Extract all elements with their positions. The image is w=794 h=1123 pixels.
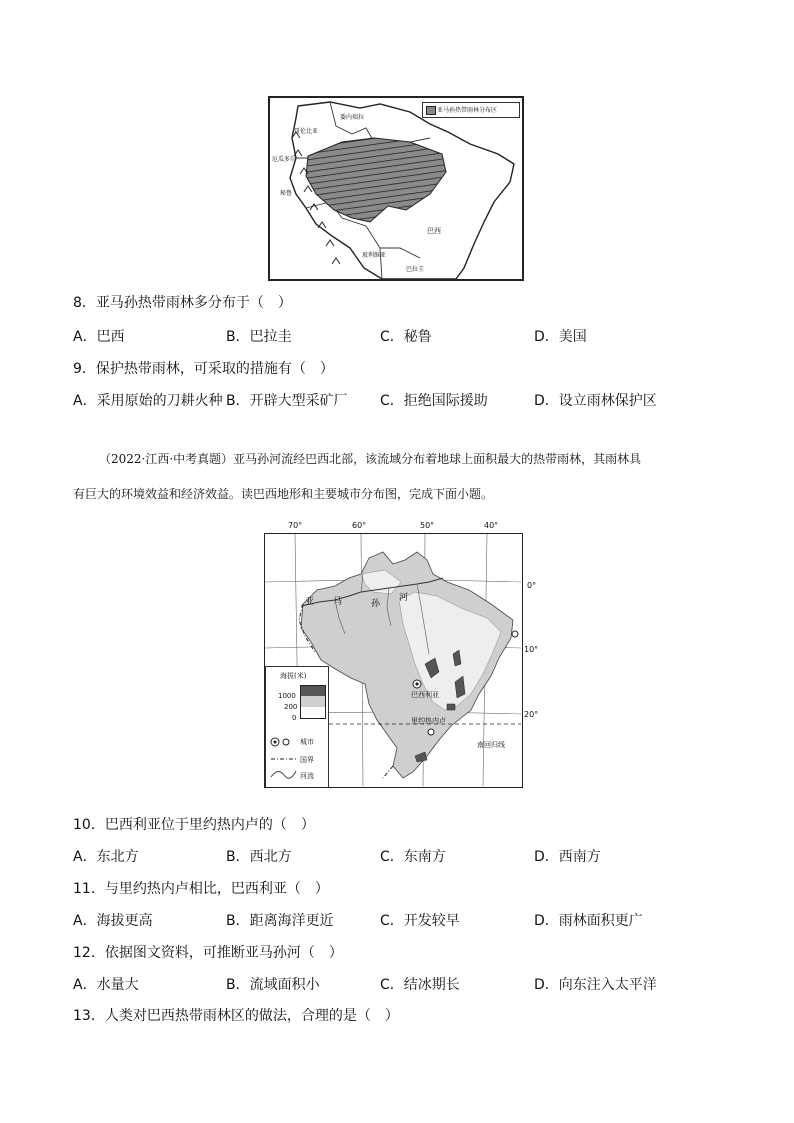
q9-option-c[interactable]: C．拒绝国际援助 — [380, 393, 488, 409]
q10-option-c[interactable]: C．东南方 — [380, 849, 446, 865]
q11-option-a[interactable]: A．海拔更高 — [73, 913, 153, 929]
q10-option-d[interactable]: D．西南方 — [534, 849, 601, 865]
map1-label-ecuador: 厄瓜多尔 — [272, 156, 297, 163]
q12-option-a[interactable]: A．水量大 — [73, 977, 139, 993]
map1-label-bolivia: 玻利维亚 — [362, 252, 387, 259]
lat-label-0: 0° — [527, 581, 537, 590]
q11-option-c[interactable]: C．开发较早 — [380, 913, 460, 929]
lat-label-20: 20° — [524, 710, 539, 719]
q10-option-a[interactable]: A．东北方 — [73, 849, 139, 865]
q11-option-d[interactable]: D．雨林面积更广 — [534, 913, 643, 929]
q9-option-a[interactable]: A．采用原始的刀耕火种 — [73, 393, 223, 409]
river-char-1: 亚 — [305, 597, 315, 607]
q9-option-b[interactable]: B．开辟大型采矿厂 — [226, 393, 348, 409]
capital-symbol-inner — [415, 682, 418, 685]
intro-line-2: 有巨大的环境效益和经济效益。读巴西地形和主要城市分布图，完成下面小题。 — [73, 487, 494, 501]
q8-option-a[interactable]: A．巴西 — [73, 329, 125, 345]
city-symbol — [428, 729, 434, 735]
legend-value-1000: 1000 — [278, 692, 296, 700]
map1-legend-label: 亚马孙热带雨林分布区 — [437, 107, 498, 114]
q12-option-d[interactable]: D．向东注入太平洋 — [534, 977, 657, 993]
legend-river: 河流 — [300, 772, 314, 780]
brazil-label: 巴西 — [427, 227, 441, 235]
map1-legend — [422, 102, 520, 118]
amazon-rainforest-map — [268, 96, 524, 281]
city-symbol-east — [512, 631, 518, 637]
q8-option-d[interactable]: D．美国 — [534, 329, 587, 345]
q8-option-c[interactable]: C．秘鲁 — [380, 329, 432, 345]
legend-swatch — [426, 106, 436, 115]
legend-border: 国界 — [300, 756, 314, 764]
lon-label-60: 60° — [352, 521, 367, 530]
question-12-stem: 12．依据图文资料，可推断亚马孙河（ ） — [73, 945, 343, 961]
q9-option-d[interactable]: D．设立雨林保护区 — [534, 393, 657, 409]
q12-option-c[interactable]: C．结冰期长 — [380, 977, 460, 993]
lon-label-50: 50° — [420, 521, 435, 530]
intro-line-1: （2022·江西·中考真题）亚马孙河流经巴西北部，该流域分布着地球上面积最大的热带雨林，其雨林具 — [99, 452, 642, 466]
legend-symbols — [270, 737, 300, 783]
river-char-3: 孙 — [371, 599, 381, 609]
legend-value-200: 200 — [284, 703, 298, 711]
lon-label-70: 70° — [288, 521, 303, 530]
legend-value-0: 0 — [292, 714, 297, 722]
river-char-2: 马 — [333, 597, 343, 607]
capital-label: 巴西利亚 — [411, 691, 439, 699]
tropic-label: 南回归线 — [477, 741, 505, 749]
map1-label-venezuela: 委内瑞拉 — [340, 114, 365, 121]
map1-label-peru: 秘鲁 — [280, 190, 293, 197]
question-13-stem: 13．人类对巴西热带雨林区的做法，合理的是（ ） — [73, 1008, 399, 1024]
lat-label-10: 10° — [524, 645, 539, 654]
legend-city: 城市 — [300, 738, 314, 746]
map1-label-colombia: 哥伦比亚 — [294, 128, 319, 135]
map2-legend — [265, 666, 329, 788]
q12-option-b[interactable]: B．流域面积小 — [226, 977, 320, 993]
q8-option-b[interactable]: B．巴拉圭 — [226, 329, 292, 345]
legend-title: 海拔(米) — [280, 672, 307, 680]
map1-label-paraguay: 巴拉圭 — [406, 266, 425, 273]
question-11-stem: 11．与里约热内卢相比，巴西利亚（ ） — [73, 881, 329, 897]
lon-label-40: 40° — [484, 521, 499, 530]
city-label: 里约热内卢 — [411, 717, 446, 725]
river-char-4: 河 — [399, 593, 409, 603]
legend-swatch-low — [300, 707, 326, 719]
q11-option-b[interactable]: B．距离海洋更近 — [226, 913, 334, 929]
question-10-stem: 10．巴西利亚位于里约热内卢的（ ） — [73, 817, 315, 833]
question-9-stem: 9．保护热带雨林，可采取的措施有（ ） — [73, 361, 334, 377]
question-8-stem: 8．亚马孙热带雨林多分布于（ ） — [73, 295, 292, 311]
q10-option-b[interactable]: B．西北方 — [226, 849, 292, 865]
brazil-terrain-map — [264, 533, 523, 788]
